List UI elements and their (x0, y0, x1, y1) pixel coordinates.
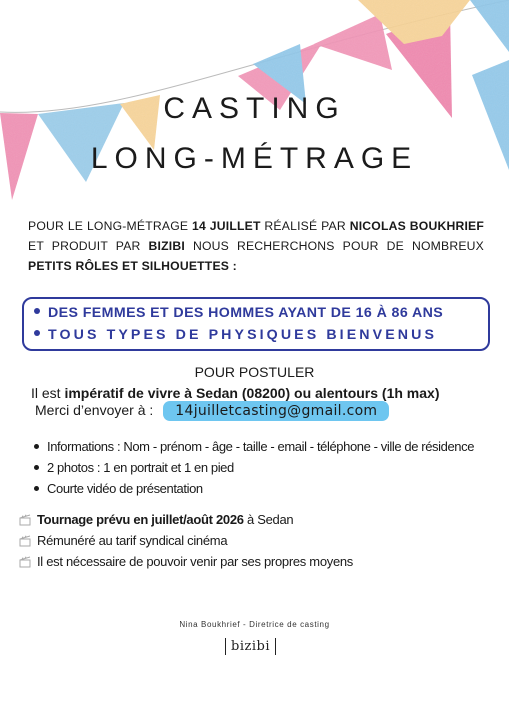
transport-text: Il est nécessaire de pouvoir venir par ses propres moyens (37, 554, 354, 569)
shoot-dates-bold: Tournage prévu en juillet/août 2026 (37, 512, 244, 527)
flag-blue (470, 0, 509, 52)
requirement-text: DES FEMMES ET DES HOMMES AYANT DE 16 À 86 ANS (48, 305, 444, 321)
clapperboard-icon (19, 514, 31, 526)
list-item: 2 photos : 1 en portrait et 1 en pied (34, 457, 474, 478)
location-requirement (31, 385, 440, 401)
location-prefix: Il est (31, 385, 65, 401)
clapperboard-icon (19, 556, 31, 568)
pay-text: Rémunéré au tarif syndical cinéma (37, 533, 228, 548)
location-text: impératif de vivre à Sedan (08200) ou alentours (1h max) (64, 385, 440, 401)
title-line-1: CASTING (163, 92, 346, 125)
intro-paragraph (28, 216, 484, 276)
email-link[interactable]: 14juilletcasting@gmail.com (163, 401, 389, 421)
title-line-2: LONG-MÉTRAGE (90, 142, 419, 175)
director-name: NICOLAS BOUKHRIEF (349, 219, 485, 233)
list-item: Courte vidéo de présentation (34, 478, 474, 499)
email-row (35, 401, 389, 421)
film-title: 14 JUILLET (192, 219, 261, 233)
list-item: Informations : Nom - prénom - âge - taille - email - téléphone - ville de résidence (34, 436, 474, 457)
shoot-location: à Sedan (243, 512, 294, 527)
requirements-box (22, 297, 490, 351)
requirement-item (34, 305, 443, 321)
bullet-icon (34, 330, 40, 336)
intro-text: POUR LE LONG-MÉTRAGE (28, 219, 193, 233)
intro-text: ET PRODUIT PAR (28, 239, 149, 253)
producer-name: BIZIBI (148, 239, 185, 253)
requirement-item (34, 327, 437, 343)
roles-text: PETITS RÔLES ET SILHOUETTES : (28, 259, 237, 273)
requirement-text: TOUS TYPES DE PHYSIQUES BIENVENUS (48, 327, 438, 343)
casting-director-credit: Nina Boukhrief - Diretrice de casting (179, 620, 330, 629)
bullet-icon (34, 308, 40, 314)
transport-info (19, 554, 353, 569)
flag-pink (314, 14, 392, 70)
apply-heading: POUR POSTULER (194, 364, 315, 380)
pay-info (19, 533, 227, 548)
info-list (34, 436, 474, 499)
clapperboard-icon (19, 535, 31, 547)
bizibi-logo: bizibi (225, 638, 276, 655)
intro-text: RÉALISÉ PAR (260, 219, 350, 233)
shoot-dates (19, 512, 293, 527)
send-label: Merci d’envoyer à : (35, 402, 154, 418)
intro-text: NOUS RECHERCHONS POUR DE NOMBREUX (184, 239, 484, 253)
